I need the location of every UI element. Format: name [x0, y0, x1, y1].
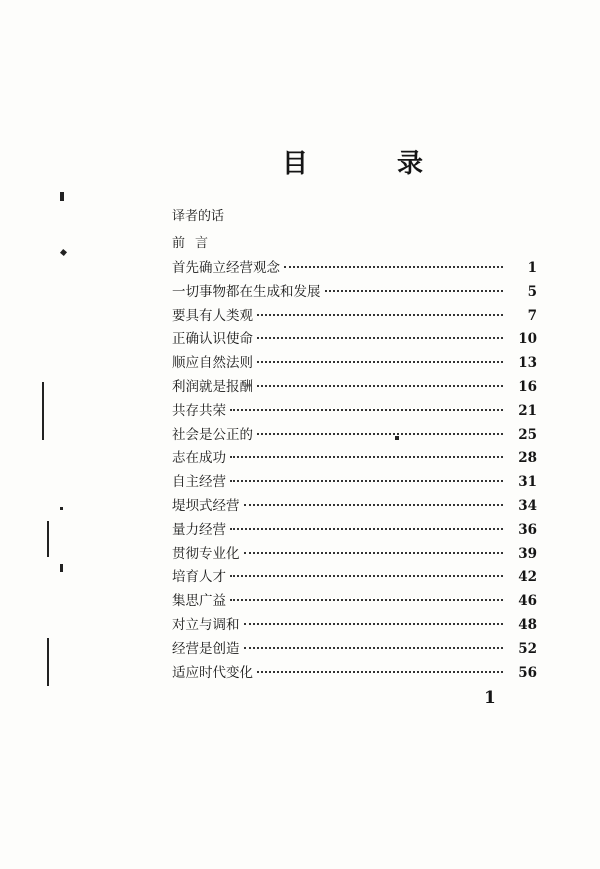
- toc-entry-title: 要具有人类观: [172, 307, 253, 324]
- toc-entry-title: 贯彻专业化: [172, 545, 240, 562]
- toc-entry: [172, 637, 537, 661]
- scan-artifact: [47, 638, 49, 686]
- toc-entry: [172, 661, 537, 685]
- toc-entry: [172, 280, 537, 304]
- preface-item-foreword: 前言: [172, 236, 219, 251]
- toc-entry-page: 25: [518, 426, 537, 443]
- dot-leader: [230, 456, 503, 458]
- preface-item-translator: 译者的话: [172, 209, 225, 224]
- dot-leader: [257, 433, 503, 435]
- scan-artifact: [42, 382, 44, 440]
- scan-artifact: [60, 249, 67, 256]
- toc-entry: [172, 304, 537, 328]
- toc-entry-page: 13: [518, 355, 537, 372]
- table-of-contents: [172, 256, 537, 684]
- toc-entry: [172, 613, 537, 637]
- toc-entry-title: 培育人才: [172, 569, 226, 586]
- toc-entry: [172, 494, 537, 518]
- toc-entry: [172, 375, 537, 399]
- toc-entry-page: 42: [518, 569, 537, 586]
- toc-entry-page: 48: [518, 616, 537, 633]
- toc-entry-page: 1: [527, 260, 537, 276]
- page-title: 目 录: [282, 149, 464, 179]
- dot-leader: [244, 552, 504, 554]
- toc-entry-page: 52: [518, 640, 537, 657]
- toc-entry-title: 志在成功: [172, 450, 226, 467]
- toc-entry-title: 对立与调和: [172, 616, 240, 633]
- toc-entry: [172, 423, 537, 447]
- toc-entry-page: 34: [518, 497, 537, 514]
- dot-leader: [230, 528, 503, 530]
- toc-entry-page: 36: [518, 521, 537, 538]
- scan-artifact: [60, 507, 63, 510]
- dot-leader: [325, 290, 504, 292]
- dot-leader: [244, 647, 504, 649]
- toc-entry-title: 首先确立经营观念: [172, 260, 280, 276]
- toc-entry-page: 10: [518, 331, 537, 348]
- toc-entry-page: 56: [518, 664, 537, 681]
- toc-entry-title: 量力经营: [172, 521, 226, 538]
- toc-entry: [172, 518, 537, 542]
- toc-entry: [172, 446, 537, 470]
- toc-entry-title: 正确认识使命: [172, 331, 253, 348]
- toc-entry: [172, 565, 537, 589]
- dot-leader: [244, 623, 504, 625]
- dot-leader: [230, 480, 503, 482]
- toc-entry-page: 16: [518, 378, 537, 395]
- dot-leader: [257, 671, 503, 673]
- toc-entry-page: 7: [527, 307, 537, 324]
- dot-leader: [257, 314, 503, 316]
- toc-entry-page: 39: [518, 545, 537, 562]
- toc-entry: [172, 327, 537, 351]
- scan-artifact: [395, 436, 399, 440]
- dot-leader: [230, 409, 503, 411]
- dot-leader: [230, 599, 503, 601]
- toc-entry-title: 自主经营: [172, 474, 226, 491]
- dot-leader: [257, 385, 503, 387]
- page-number: 1: [484, 688, 496, 708]
- toc-entry-page: 46: [518, 593, 537, 610]
- toc-entry-title: 适应时代变化: [172, 664, 253, 681]
- dot-leader: [257, 361, 503, 363]
- toc-entry: [172, 542, 537, 566]
- dot-leader: [284, 266, 503, 268]
- toc-entry-title: 堤坝式经营: [172, 497, 240, 514]
- dot-leader: [257, 337, 503, 339]
- toc-entry-title: 社会是公正的: [172, 426, 253, 443]
- toc-entry: [172, 351, 537, 375]
- toc-entry: [172, 589, 537, 613]
- toc-entry-page: 5: [527, 283, 537, 300]
- toc-entry-title: 共存共荣: [172, 402, 226, 419]
- toc-entry-page: 31: [518, 474, 537, 491]
- toc-entry-title: 利润就是报酬: [172, 378, 253, 395]
- toc-entry: [172, 470, 537, 494]
- scan-artifact: [60, 192, 64, 201]
- toc-entry-page: 21: [518, 402, 537, 419]
- toc-entry: [172, 256, 537, 280]
- toc-entry-title: 集思广益: [172, 593, 226, 610]
- dot-leader: [230, 575, 503, 577]
- toc-entry: [172, 399, 537, 423]
- toc-entry-title: 经营是创造: [172, 640, 240, 657]
- toc-entry-title: 一切事物都在生成和发展: [172, 283, 321, 300]
- scan-artifact: [47, 521, 49, 557]
- dot-leader: [244, 504, 504, 506]
- toc-entry-page: 28: [518, 450, 537, 467]
- scan-artifact: [60, 564, 63, 572]
- toc-entry-title: 顺应自然法则: [172, 355, 253, 372]
